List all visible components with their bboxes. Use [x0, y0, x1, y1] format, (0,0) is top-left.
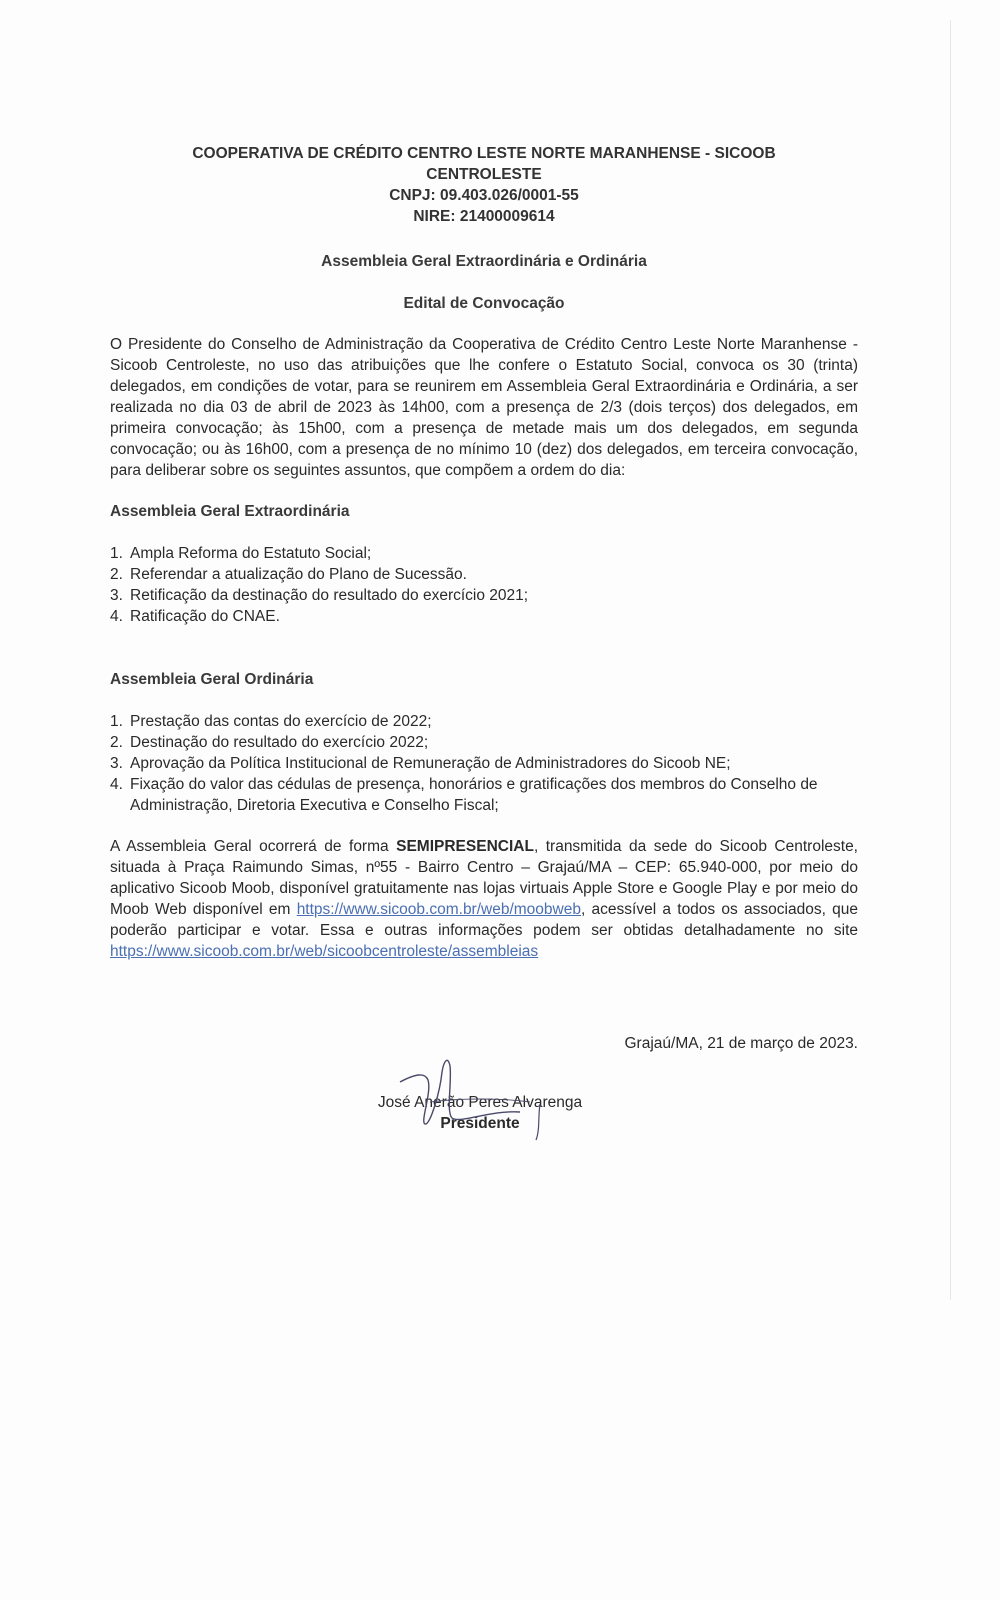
item-number: 2. [110, 566, 123, 583]
list-item [110, 753, 858, 774]
scan-edge-line [950, 20, 951, 1300]
item-number: 3. [110, 587, 123, 604]
list-item [110, 564, 858, 585]
item-number: 2. [110, 734, 123, 751]
item-number: 4. [110, 608, 123, 625]
list-item [110, 711, 858, 732]
list-item [110, 543, 858, 564]
item-text: Destinação do resultado do exercício 2022; [130, 734, 429, 751]
extraordinary-agenda-list [110, 543, 858, 627]
moobweb-link[interactable]: https://www.sicoob.com.br/web/moobweb [296, 901, 581, 918]
final-paragraph-part3: , acessível a todos os associados, que poderão participar e votar. Essa e outras informações podem ser obtidas detalhadamente no site [110, 901, 858, 939]
final-paragraph [110, 836, 858, 962]
signer-name: José Anerão Peres Alvarenga [377, 1094, 583, 1111]
edital-title: Edital de Convocação [403, 295, 565, 312]
signer-role: Presidente [440, 1115, 520, 1132]
assembleias-link[interactable]: https://www.sicoob.com.br/web/sicoobcentroleste/assembleias [110, 943, 539, 960]
ordinary-heading: Assembleia Geral Ordinária [110, 671, 314, 688]
list-item [110, 585, 858, 606]
list-item [110, 732, 858, 753]
item-number: 3. [110, 755, 123, 772]
final-paragraph-part1: A Assembleia Geral ocorrerá de forma [110, 838, 397, 855]
semipresencial-label: SEMIPRESENCIAL [396, 838, 534, 855]
item-text: Fixação do valor das cédulas de presença, honorários e gratificações dos membros do Conselho de Administração, Diretoria Executiva e Conselho Fiscal; [130, 776, 818, 814]
item-text: Ampla Reforma do Estatuto Social; [130, 545, 372, 562]
item-number: 1. [110, 545, 123, 562]
cooperative-name-line2: CENTROLESTE [426, 166, 542, 183]
document-header [110, 143, 858, 227]
item-number: 1. [110, 713, 123, 730]
ordinary-agenda-list [110, 711, 858, 816]
nire-line: NIRE: 21400009614 [413, 208, 555, 225]
cooperative-name-line1: COOPERATIVA DE CRÉDITO CENTRO LESTE NORTE MARANHENSE - SICOOB [192, 145, 776, 162]
intro-paragraph: O Presidente do Conselho de Administração da Cooperativa de Crédito Centro Leste Norte Maranhense - Sicoob Centroleste, no uso das atribuições que lhe confere o Estatuto Social, convoca os 30 (trinta) delegados, em condições de votar, para se reunirem em Assembleia Geral Extraordinária e Ordinária, a ser realizada no dia 03 de abril de 2023 às 14h00, com a presença de 2/3 (dois terços) dos delegados, em primeira convocação; às 15h00, com a presença de metade mais um dos delegados, em segunda convocação; ou às 16h00, com a presença de no mínimo 10 (dez) dos delegados, em terceira convocação, para deliberar sobre os seguintes assuntos, que compõem a ordem do dia: [110, 336, 858, 479]
place-date: Grajaú/MA, 21 de março de 2023. [624, 1035, 858, 1052]
list-item [110, 606, 858, 627]
item-text: Retificação da destinação do resultado do exercício 2021; [130, 587, 529, 604]
item-text: Referendar a atualização do Plano de Sucessão. [130, 566, 467, 583]
list-item [110, 774, 858, 816]
item-text: Aprovação da Política Institucional de Remuneração de Administradores do Sicoob NE; [130, 755, 731, 772]
signature-block [350, 1092, 610, 1134]
assembly-title: Assembleia Geral Extraordinária e Ordinária [321, 253, 647, 270]
item-number: 4. [110, 776, 123, 793]
final-paragraph-part2: , transmitida da sede do Sicoob Centroleste, situada à Praça Raimundo Simas, nº55 - Bairro Centro – Grajaú/MA – CEP: 65.940-000, por meio do aplicativo Sicoob Moob, disponível gratuitamente nas lojas virtuais Apple Store e Google Play e por meio do Moob Web disponível em [110, 838, 858, 918]
item-text: Prestação das contas do exercício de 2022; [130, 713, 432, 730]
cnpj-line: CNPJ: 09.403.026/0001-55 [389, 187, 579, 204]
item-text: Ratificação do CNAE. [130, 608, 280, 625]
document-body [110, 143, 858, 1134]
extraordinary-heading: Assembleia Geral Extraordinária [110, 503, 350, 520]
